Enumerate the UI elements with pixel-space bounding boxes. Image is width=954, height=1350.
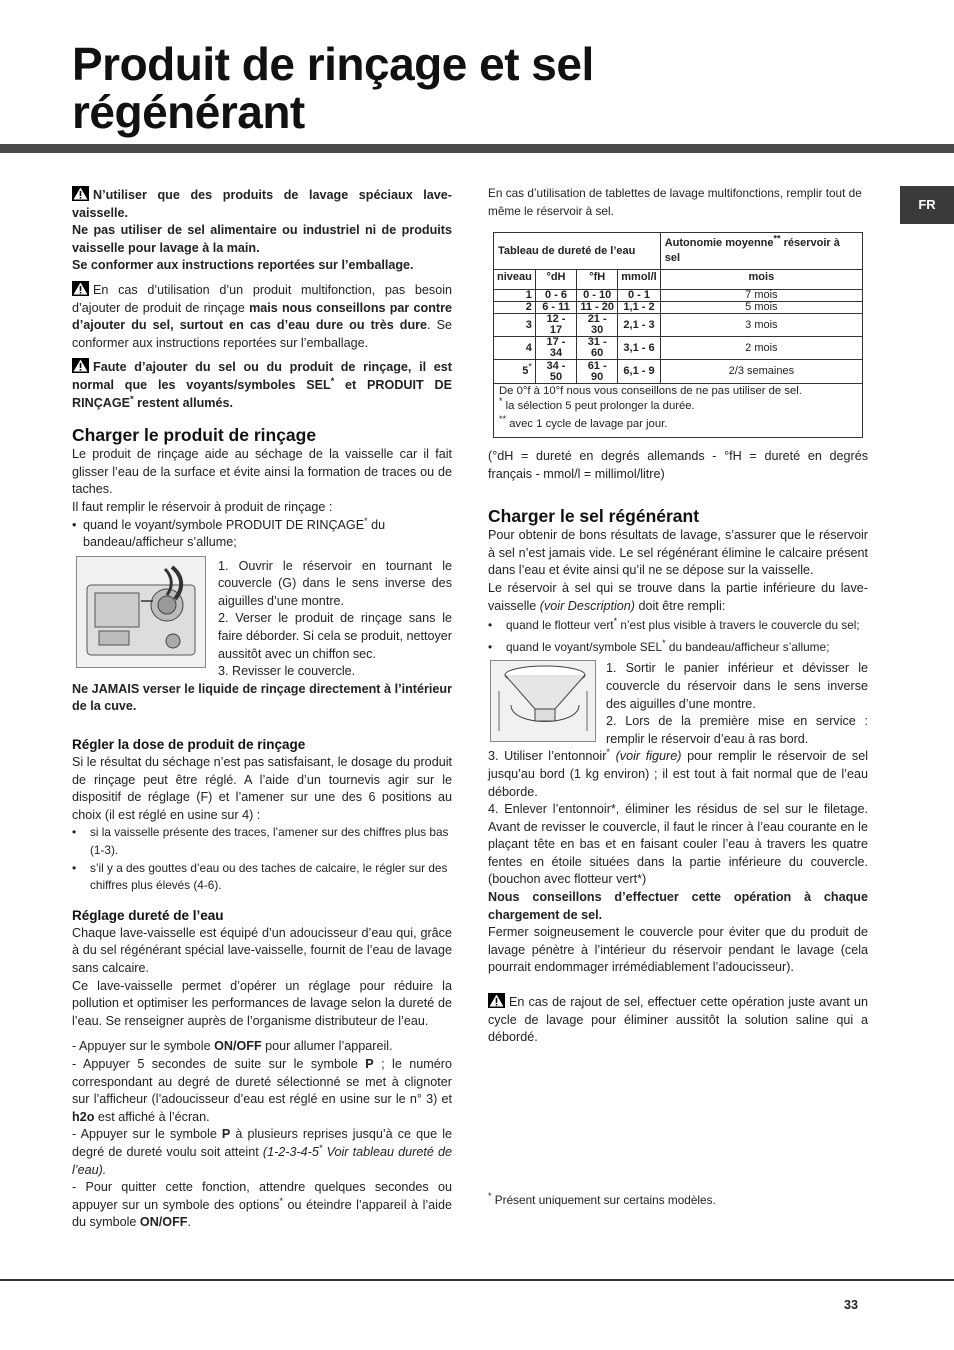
table-note-1: De 0°f à 10°f nous vous conseillons de ne pas utiliser de sel. <box>499 385 802 397</box>
hardness-paragraph-1: Chaque lave-vaisselle est équipé d’un adoucisseur d’eau qui, grâce à du sel régénérant spécial lave-vaisselle, fournit de l’eau de lavage sans calcaire. <box>72 925 452 975</box>
salt-paragraph-1: Pour obtenir de bons résultats de lavage, s’assurer que le réservoir à sel n’est jamais vide. Le sel régénérant élimine le calcaire présent dans l’eau et évite ainsi qu’il ne se dépose sur la vaisselle. <box>488 528 868 578</box>
cell: 3 mois <box>660 314 862 337</box>
hardness-paragraph-2: Ce lave-vaisselle permet d’opérer un réglage pour réduire la pollution et optimiser les performances de lavage selon la dureté de l’eau. Se renseigner auprès de l’organisme distributeur de l’eau. <box>72 978 452 1028</box>
cell: 2 <box>525 301 532 313</box>
footnote-star: * <box>364 515 368 526</box>
hardness-step-3 <box>72 1126 452 1179</box>
cell: 5 mois <box>660 302 862 314</box>
footnote-star: * <box>499 396 503 407</box>
left-column <box>72 186 452 1232</box>
warning-triangle-icon <box>72 186 89 201</box>
footnote-star: * <box>613 616 618 627</box>
rinse-paragraph-2: Il faut remplir le réservoir à produit de rinçage : <box>72 499 333 514</box>
hardness-step-1-b: pour allumer l’appareil. <box>261 1039 393 1054</box>
salt-paragraph-3: Fermer soigneusement le couvercle pour éviter que du produit de lavage pénètre à l’intérieur du réservoir pendant le lavage (cela pourrait endommager irrémédiablement l’adoucisseur). <box>488 925 868 975</box>
cell: 34 - 50 <box>546 359 566 383</box>
table-row <box>494 302 862 314</box>
salt-step-3 <box>488 748 868 801</box>
cell: 1,1 - 2 <box>623 301 655 313</box>
footnote-star: * <box>279 1195 283 1206</box>
footnote-star: * <box>318 1142 323 1153</box>
salt-advice <box>488 889 868 924</box>
salt-paragraph-2-c: doit être rempli: <box>634 598 726 613</box>
hardness-step-4-a: - Pour quitter cette fonction, attendre quelques secondes ou appuyer sur un symbole des options <box>72 1180 452 1212</box>
col-dh: °dH <box>546 271 566 283</box>
page-title <box>72 40 594 136</box>
salt-step-3-a: 3. Utiliser l’entonnoir <box>488 749 607 764</box>
salt-step-1: 1. Sortir le panier inférieur et dévisser le couvercle du réservoir dans le sens inverse des aiguilles d’une montre. <box>606 661 868 711</box>
dose-bullet-2: • s’il y a des gouttes d’eau ou des taches de calcaire, le régler sur des chiffres plus élevés (4-6). <box>72 860 452 895</box>
table-autonomy-b: réservoir à sel <box>664 237 840 264</box>
col-mois: mois <box>748 271 775 283</box>
cell: 11 - 20 <box>580 301 614 313</box>
footnote-star: * <box>606 747 610 758</box>
h2o-label: h2o <box>72 1109 95 1124</box>
warning-triangle-icon <box>488 993 505 1008</box>
warning-3-text-c: restent allumés. <box>133 395 233 410</box>
salt-paragraph-2-a: Le réservoir à sel qui se trouve dans la partie inférieure du lave-vaisselle <box>488 580 868 613</box>
hardness-step-3-d: Voir tableau dureté de l’eau). <box>72 1144 452 1177</box>
table-note-3-text: avec 1 cycle de lavage par jour. <box>506 418 668 430</box>
page-title-line-2: régénérant <box>72 86 305 138</box>
footnote-star: * <box>330 375 335 386</box>
dose-bullet-list <box>72 824 452 894</box>
warning-3-text-b: et PRODUIT DE RINÇAGE <box>72 377 452 410</box>
onoff-symbol-label: ON/OFF <box>214 1039 262 1054</box>
rinse-dispenser-illustration <box>77 557 205 667</box>
salt-warning-text: En cas de rajout de sel, effectuer cette opération juste avant un cycle de lavage pour éliminer aussitôt la solution saline qui a débordé. <box>488 995 868 1045</box>
hardness-heading: Réglage dureté de l’eau <box>72 907 224 923</box>
hardness-step-1-a: - Appuyer sur le symbole <box>72 1039 215 1054</box>
salt-bullet-2-b: du bandeau/afficheur s’allume; <box>665 639 830 654</box>
footnote-star: * <box>130 393 134 404</box>
warning-2-text-c: . Se conformer aux instructions reportées sur l’emballage. <box>72 318 452 350</box>
hardness-step-2-c: est affiché à l’écran. <box>94 1109 210 1124</box>
rinse-bullet-text-b: du bandeau/afficheur s’allume; <box>83 517 386 550</box>
warning-1-line-3: Se conformer aux instructions reportées sur l’emballage. <box>72 258 414 273</box>
p-symbol-label: P <box>365 1056 374 1071</box>
warning-3-text-a: Faute d’ajouter du sel ou du produit de rinçage, il est normal que les voyants/symboles SEL <box>72 360 452 392</box>
hardness-step-2-b: ; le numéro correspondant au degré de dureté sélectionné se met à clignoter sur l’afficheur (l’adoucisseur d’eau est réglé en usine sur le n° 3) et <box>72 1056 452 1107</box>
hardness-step-4 <box>72 1179 452 1232</box>
table-title: Tableau de dureté de l’eau <box>498 244 636 257</box>
right-column <box>488 184 868 1047</box>
salt-bullet-1-a: quand le flotteur vert <box>506 618 614 633</box>
rinse-paragraph-1: Le produit de rinçage aide au séchage de la vaisselle car il fait glisser l’eau de la surface et évite ainsi la formation de traces ou de taches. <box>72 447 452 497</box>
rinse-step-1: 1. Ouvrir le réservoir en tournant le couvercle (G) dans le sens inverse des aiguilles d’une montre. <box>218 558 452 608</box>
hardness-step-3-a: - Appuyer sur le symbole <box>72 1127 222 1142</box>
warning-triangle-icon <box>72 358 89 373</box>
cell: 61 - 90 <box>587 359 607 383</box>
cell: 2,1 - 3 <box>623 318 655 331</box>
salt-warning <box>488 993 868 1047</box>
page-title-line-1: Produit de rinçage et sel <box>72 38 594 90</box>
cell: 3 <box>525 318 532 331</box>
rinse-bullet-list <box>72 517 452 552</box>
salt-paragraph-2-ref: (voir Description) <box>539 598 635 613</box>
salt-bullet-1 <box>488 617 868 635</box>
p-symbol-label: P <box>221 1127 231 1142</box>
hardness-step-2 <box>72 1056 452 1126</box>
dose-paragraph: Si le résultat du séchage n’est pas satisfaisant, le dosage du produit de rinçage peut être réglé. A l’aide d’un tournevis agir sur le dispositif de réglage (F) et l’amener sur une des 6 positions au choix (il est réglé en usine sur 4) : <box>72 755 452 822</box>
funnel-illustration <box>491 661 595 741</box>
cell: 2/3 semaines <box>660 360 862 384</box>
warning-2-text-bold: mais nous conseillons par contre d’ajouter du sel, surtout en cas d’eau dure ou très dure <box>72 300 452 333</box>
dose-bullet-1: • si la vaisselle présente des traces, l’amener sur des chiffres plus bas (1-3). <box>72 824 452 859</box>
page-number: 33 <box>844 1298 859 1312</box>
warning-1-line-1: N’utiliser que des produits de lavage spéciaux lave-vaisselle. <box>72 188 452 220</box>
col-niveau: niveau <box>497 271 532 283</box>
footnote-double-star: ** <box>499 414 507 425</box>
salt-paragraph-2 <box>488 580 868 615</box>
hardness-step-4-b: ou éteindre l’appareil à l’aide du symbole <box>72 1197 452 1230</box>
rinse-step-2: 2. Verser le produit de rinçage sans le faire déborder. Si cela se produit, nettoyer aussitôt avec un chiffon sec. <box>218 611 452 661</box>
cell: 3,1 - 6 <box>623 341 655 354</box>
header-rule <box>0 144 954 153</box>
table-note-2 <box>499 397 857 415</box>
footnote-star: * <box>662 637 666 648</box>
footnote-star: * <box>488 1191 492 1202</box>
table-autonomy-a: Autonomie moyenne <box>664 237 774 249</box>
warning-block-2 <box>72 281 452 352</box>
hardness-step-3-b: à plusieurs reprises jusqu’à ce que le degré de dureté voulu soit atteint <box>72 1127 452 1159</box>
language-tab: FR <box>900 186 954 224</box>
cell: 0 - 1 <box>628 289 651 301</box>
cell: 4 <box>525 341 532 354</box>
water-hardness-table <box>493 232 863 438</box>
salt-bullet-list <box>488 617 868 656</box>
onoff-symbol-label: ON/OFF <box>139 1215 188 1230</box>
warning-block-3 <box>72 358 452 412</box>
footnote-star: * <box>528 361 532 372</box>
salt-bullet-2-a: quand le voyant/symbole SEL <box>506 639 663 654</box>
cell: 6,1 - 9 <box>623 365 655 377</box>
table-note-3 <box>499 415 857 433</box>
cell: 5 <box>522 365 529 377</box>
col-fh: °fH <box>589 271 606 283</box>
salt-step-3-ref: (voir figure) <box>609 749 682 764</box>
table-row <box>494 360 862 384</box>
rinse-step-3: 3. Revisser le couvercle. <box>218 664 356 679</box>
rinse-bullet <box>72 517 452 552</box>
cell: 1 <box>525 289 532 301</box>
salt-heading: Charger le sel régénérant <box>488 506 700 527</box>
cell: 17 - 34 <box>546 336 566 359</box>
warning-2-text-a: En cas d’utilisation d’un produit multifonction, pas besoin d’ajouter de produit de rinçage <box>72 282 452 315</box>
rinse-never-note <box>72 681 452 716</box>
table-row <box>494 290 862 302</box>
hardness-step-4-c: . <box>187 1215 191 1230</box>
table-note-2-text: la sélection 5 peut prolonger la durée. <box>502 400 695 412</box>
col-mmol: mmol/l <box>621 271 657 283</box>
table-row <box>494 314 862 337</box>
cell: 31 - 60 <box>587 336 607 359</box>
cell: 21 - 30 <box>587 313 607 336</box>
cell: 0 - 6 <box>544 289 567 301</box>
warning-triangle-icon <box>72 281 89 296</box>
footnote-text: Présent uniquement sur certains modèles. <box>491 1193 716 1207</box>
hardness-step-3-c: (1-2-3-4-5 <box>262 1144 319 1159</box>
table-header-row <box>494 270 862 290</box>
cell: 12 - 17 <box>546 313 566 336</box>
warning-block-1 <box>72 186 452 275</box>
cell: 7 mois <box>660 290 862 302</box>
cell: 0 - 10 <box>583 289 612 301</box>
salt-bullet-2 <box>488 639 868 657</box>
hardness-step-1 <box>72 1038 452 1056</box>
cell: 6 - 11 <box>542 301 570 313</box>
salt-step-2: 2. Lors de la première mise en service : remplir le réservoir d’eau à ras bord. <box>606 714 868 746</box>
rinse-never-text: Ne JAMAIS verser le liquide de rinçage directement à l’intérieur de la cuve. <box>72 681 452 714</box>
table-notes <box>494 384 862 437</box>
units-note: (°dH = dureté en degrés allemands - °fH = dureté en degrés français - mmol/l = millimol/litre) <box>488 449 868 481</box>
salt-step-3-c: pour remplir le réservoir de sel jusqu’au bord (1 kg environ) ; il est tout à fait normal que de l’eau déborde. <box>488 749 868 799</box>
footnote-double-star: ** <box>773 233 781 244</box>
warning-1-line-2: Ne pas utiliser de sel alimentaire ou industriel ni de produits vaisselle pour lavage à la main. <box>72 223 452 255</box>
rinse-heading: Charger le produit de rinçage <box>72 425 317 446</box>
cell: 2 mois <box>660 337 862 360</box>
footnote <box>488 1192 868 1210</box>
table-row <box>494 337 862 360</box>
salt-bullet-1-b: n’est plus visible à travers le couvercle du sel; <box>617 618 860 633</box>
footer-rule <box>0 1279 954 1281</box>
salt-advice-text: Nous conseillons d’effectuer cette opération à chaque chargement de sel. <box>488 890 868 922</box>
rinse-dispenser-figure <box>76 556 206 668</box>
salt-step-4: 4. Enlever l’entonnoir*, éliminer les résidus de sel sur le filetage. Avant de revisser le couvercle, il faut le rincer à l’eau courante en le plaçant tête en bas et en faisant couler l’eau à travers les quatre fentes en étoile situées dans la partie inférieure du couvercle. (bouchon avec flotteur vert*) <box>488 802 868 887</box>
rinse-bullet-text-a: quand le voyant/symbole PRODUIT DE RINÇAGE <box>83 517 365 532</box>
dose-heading: Régler la dose de produit de rinçage <box>72 737 306 753</box>
hardness-step-2-a: - Appuyer 5 secondes de suite sur le symbole <box>72 1056 366 1071</box>
tablet-intro: En cas d’utilisation de tablettes de lavage multifonctions, remplir tout de même le réservoir à sel. <box>488 186 862 218</box>
funnel-figure <box>490 660 596 742</box>
